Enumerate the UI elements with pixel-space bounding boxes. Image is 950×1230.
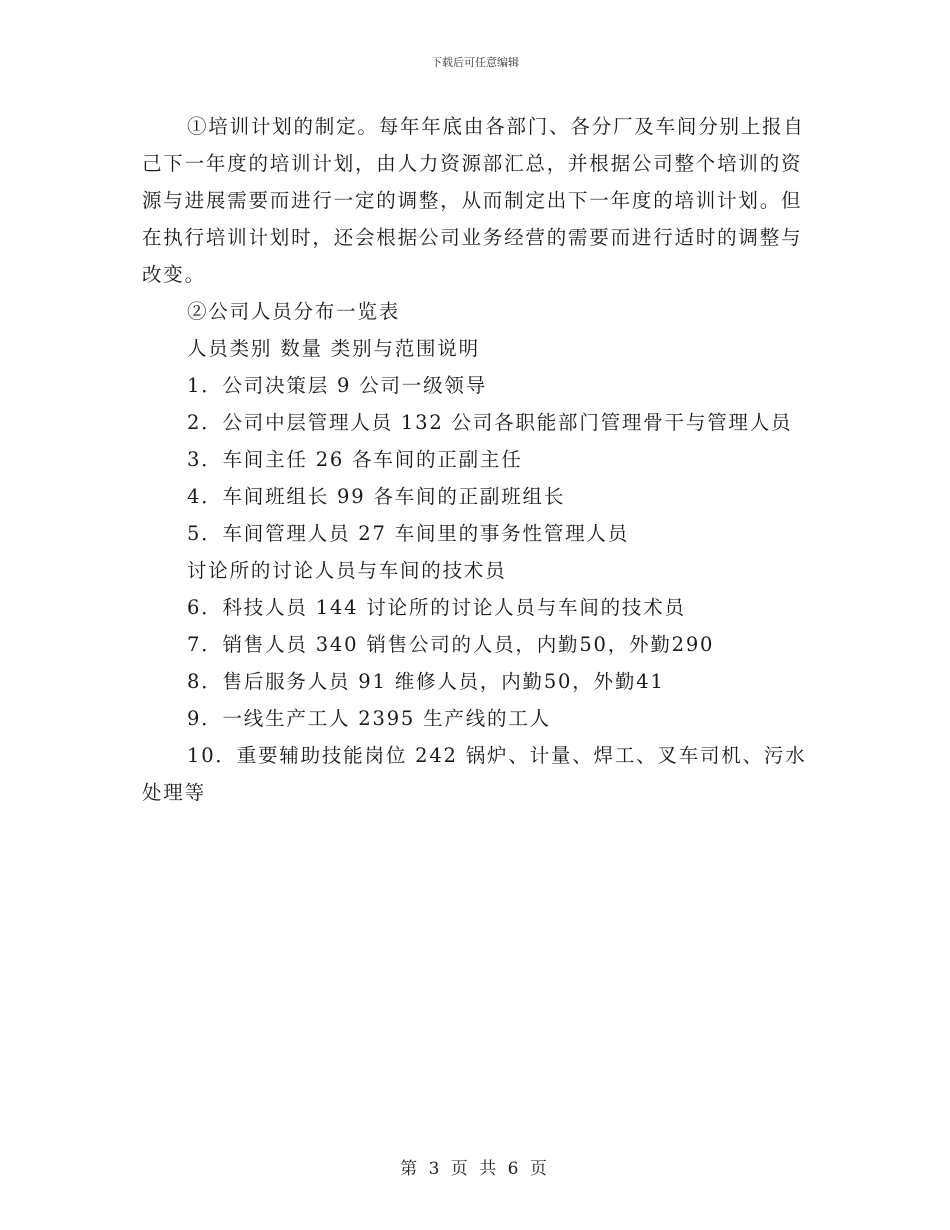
list-item-last: 10．重要辅助技能岗位 242 锅炉、计量、焊工、叉车司机、污水处理等 [142, 744, 807, 804]
list-item: 2．公司中层管理人员 132 公司各职能部门管理骨干与管理人员 [187, 411, 793, 434]
list-item: 9．一线生产工人 2395 生产线的工人 [187, 707, 551, 730]
table-header: 人员类别 数量 类别与范围说明 [187, 337, 480, 360]
intro-paragraph: ①培训计划的制定。每年年底由各部门、各分厂及车间分别上报自己下一年度的培训计划，由人力资源部汇总，并根据公司整个培训的资源与进展需要而进行一定的调整，从而制定出下一年度的培训计划。但在执行培训计划时，还会根据公司业务经营的需要而进行适时的调整与改变。 [142, 115, 805, 286]
list-item: 讨论所的讨论人员与车间的技术员 [187, 559, 507, 582]
table-title: ②公司人员分布一览表 [187, 300, 401, 323]
list-item: 6．科技人员 144 讨论所的讨论人员与车间的技术员 [187, 596, 686, 619]
document-body [142, 108, 812, 811]
list-item: 1．公司决策层 9 公司一级领导 [187, 374, 488, 397]
list-item: 8．售后服务人员 91 维修人员，内勤50，外勤41 [187, 670, 665, 693]
page-header: 下载后可任意编辑 [431, 56, 519, 69]
list-item: 3．车间主任 26 各车间的正副主任 [187, 448, 523, 471]
list-item: 5．车间管理人员 27 车间里的事务性管理人员 [187, 522, 630, 545]
page-number: 第 3 页 共 6 页 [400, 1159, 550, 1179]
list-item: 7．销售人员 340 销售公司的人员，内勤50，外勤290 [187, 633, 715, 656]
list-item: 4．车间班组长 99 各车间的正副班组长 [187, 485, 566, 508]
